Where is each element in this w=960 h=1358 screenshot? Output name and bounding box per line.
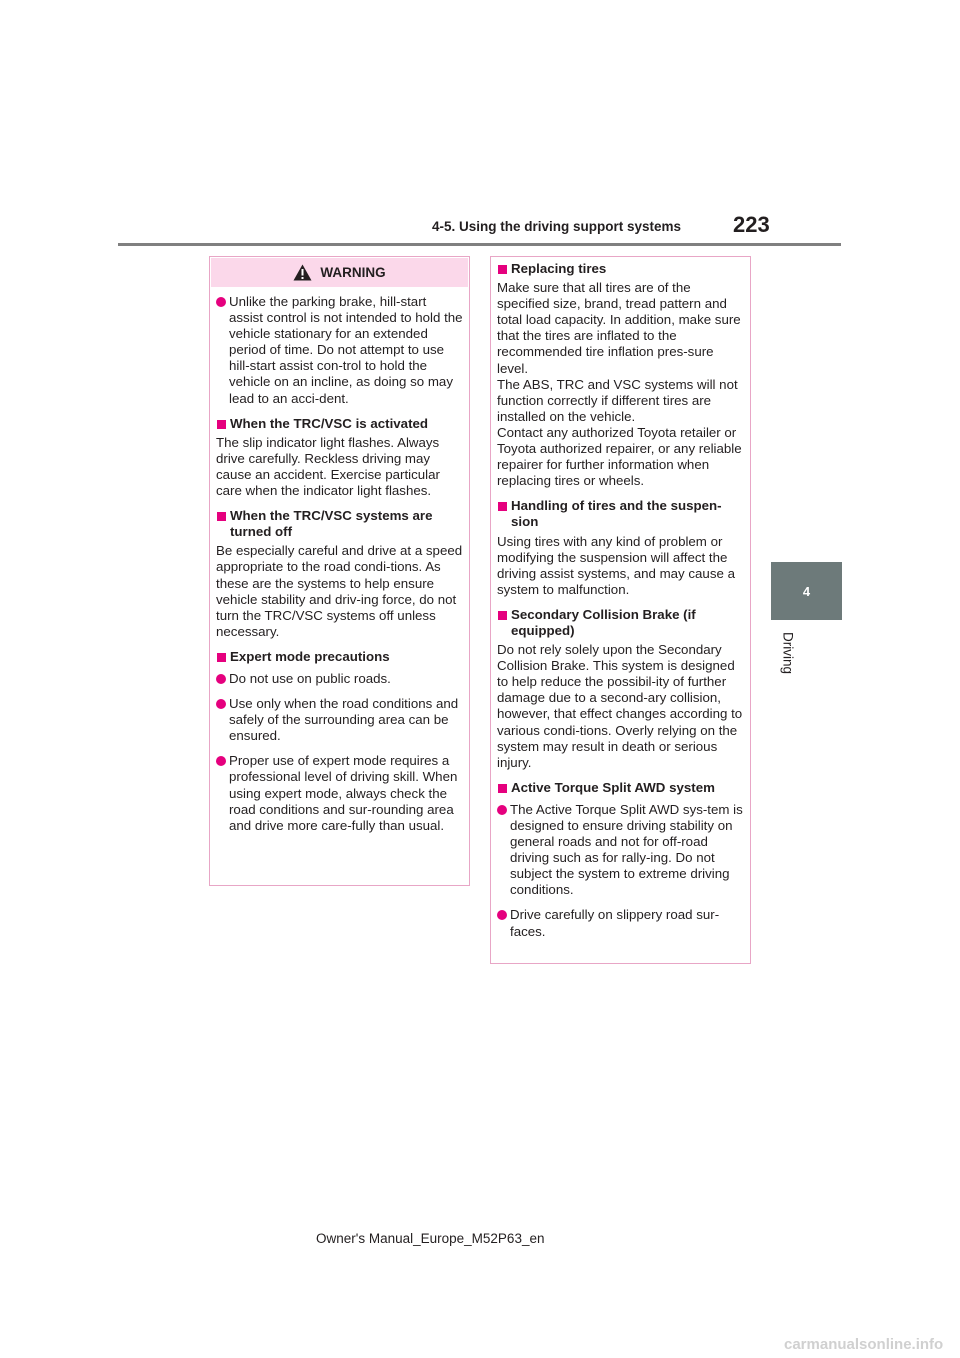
square-bullet-icon [498,502,507,511]
section-heading [497,498,744,530]
warning-box [209,256,470,886]
chapter-tab[interactable] [771,562,842,620]
section-heading [216,416,463,432]
manual-footer: Owner's Manual_Europe_M52P63_en [316,1231,545,1246]
page-number: 223 [733,212,770,237]
list-item [216,671,463,687]
bullet-text: Proper use of expert mode requires a professional level of driving skill. When using expert mode, always check the road conditions and sur-rounding area and drive more care-fully than usual. [229,753,458,833]
bullet-icon [497,805,507,815]
list-item [216,696,463,744]
bullet-icon [497,910,507,920]
body-paragraph: Make sure that all tires are of the specified size, brand, tread pattern and total load capacity. In addition, make sure that the tires are inflated to the recommended tire inflation pres-sure level. The ABS, TRC and VSC systems will not function correctly if different tires are installed on the vehicle. Contact any authorized Toyota retailer or Toyota authorized repairer, or any reliable repairer for further information when replacing tires or wheels. [497,280,742,489]
body-paragraph: Do not rely solely upon the Secondary Collision Brake. This system is designed to help reduce the possibil-ity of further damage due to a second-ary collision, however, that effect changes according to various condi-tions. Overly relying on the system may result in death or serious injury. [497,642,743,770]
chapter-number: 4 [802,583,811,599]
bullet-icon [216,756,226,766]
list-item [216,294,463,407]
warning-triangle-icon [293,264,312,281]
body-paragraph: Be especially careful and drive at a speed appropriate to the road condi-tions. As these are the systems to help ensure vehicle stability and driv-ing force, do not turn the TRC/VSC systems off unless necessary. [216,543,463,639]
heading-text: Handling of tires and the suspen-sion [511,498,722,530]
list-item [216,753,463,833]
bullet-text: Unlike the parking brake, hill-start assist control is not intended to hold the vehicle stationary for an extended period of time. Do not attempt to use hill-start assist con-trol to hold the vehicle on an incline, as doing so may lead to an acci-dent. [229,294,463,406]
section-heading [497,261,744,277]
square-bullet-icon [217,512,226,521]
header-rule [118,243,841,246]
bullet-icon [216,674,226,684]
section-heading [497,607,744,639]
list-item [497,907,744,939]
heading-text: Secondary Collision Brake (if equipped) [511,606,696,638]
section-heading [216,649,463,665]
caution-box [490,256,751,964]
square-bullet-icon [217,420,226,429]
bullet-icon [216,297,226,307]
bullet-icon [216,699,226,709]
warning-banner [211,258,468,287]
bullet-text: Do not use on public roads. [229,670,391,686]
list-item [497,802,744,899]
body-paragraph: The slip indicator light flashes. Always drive carefully. Reckless driving may cause an accident. Exercise particular care when the indicator light flashes. [216,434,440,499]
section-heading [497,780,744,796]
chapter-label [768,632,808,692]
watermark[interactable]: carmanualsonline.info [784,1336,944,1353]
bullet-text: Use only when the road conditions and safely of the surrounding area can be ensured. [229,696,459,744]
square-bullet-icon [498,611,507,620]
heading-text: Replacing tires [511,261,607,276]
heading-text: Active Torque Split AWD system [511,779,715,795]
section-heading [216,508,463,540]
square-bullet-icon [217,653,226,662]
bullet-text: The Active Torque Split AWD sys-tem is designed to ensure driving stability on general roads and not for off-road driving such as for rally-ing. Do not subject the system to extreme driving conditions. [510,801,743,898]
chapter-label-text: Driving [780,632,796,675]
section-title: 4-5. Using the driving support systems [432,219,682,234]
heading-text: Expert mode precautions [230,648,390,664]
heading-text: When the TRC/VSC systems are turned off [230,508,433,540]
body-paragraph: Using tires with any kind of problem or modifying the suspension will affect the driving assist systems, and may cause a system to malfunction. [497,533,735,597]
square-bullet-icon [498,784,507,793]
bullet-text: Drive carefully on slippery road sur-faces. [510,907,720,939]
square-bullet-icon [498,265,507,274]
heading-text: When the TRC/VSC is activated [230,415,429,431]
warning-label: WARNING [320,265,386,280]
